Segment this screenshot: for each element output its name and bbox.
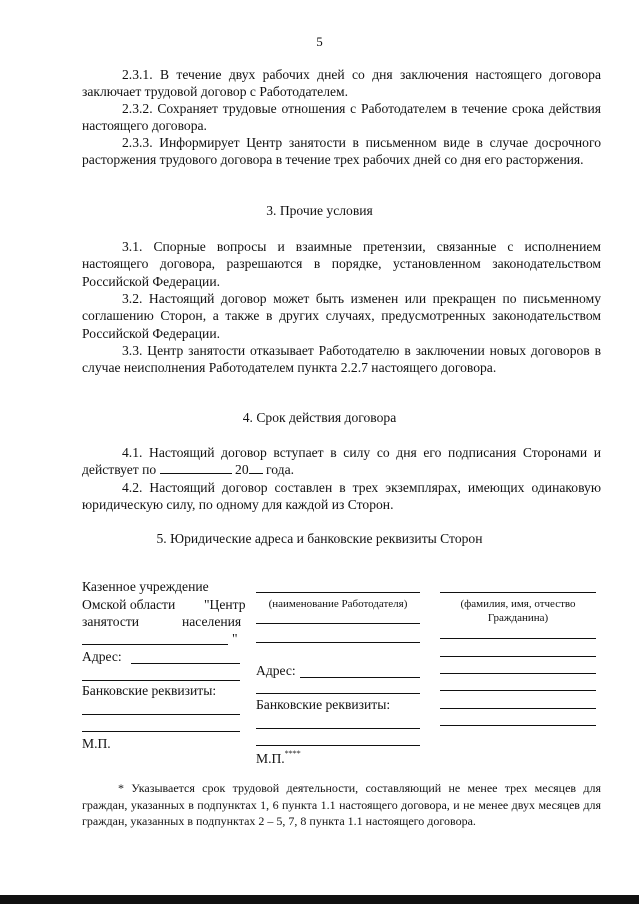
employer-address-field[interactable] bbox=[300, 677, 420, 678]
employment-center-bank-label: Банковские реквизиты: bbox=[82, 683, 217, 698]
clause-3-2: 3.2. Настоящий договор может быть изменен или прекращен по письменному соглашению Сторон, а также в других случаях, предусмотренных законодательством Российской Федерации. bbox=[82, 291, 601, 341]
year-prefix: 20 bbox=[235, 462, 249, 478]
clause-4-1 bbox=[82, 444, 601, 479]
citizen-name-field[interactable] bbox=[440, 592, 596, 593]
org-name-line bbox=[82, 644, 228, 645]
date-blank[interactable] bbox=[160, 461, 232, 474]
clause-2-3-3: 2.3.3. Информирует Центр занятости в письменном виде в случае досрочного расторжения трудового договора в течение трех рабочих дней со дня его расторжения. bbox=[82, 135, 601, 168]
citizen-caption-line2: Гражданина) bbox=[487, 612, 549, 624]
clause-3-3: 3.3. Центр занятости отказывает Работодателю в заключении новых договоров в случае неисполнения Работодателем пункта 2.2.7 настоящего договора. bbox=[82, 343, 601, 376]
clause-4-1-text: 4.1. Настоящий договор вступает в силу со дня его подписания Сторонами и действует по bbox=[82, 445, 601, 478]
clause-3-1: 3.1. Спорные вопросы и взаимные претензии, связанные с исполнением настоящего договора, разрешаются в порядке, установленном законодательством Российской Федерации. bbox=[82, 239, 601, 289]
employer-name-field-3[interactable] bbox=[256, 642, 420, 643]
section-3-heading: 3. Прочие условия bbox=[266, 203, 373, 218]
employer-name-field[interactable] bbox=[256, 592, 420, 593]
employment-center-address-label: Адрес: bbox=[82, 649, 122, 664]
employment-center-stamp-label: М.П. bbox=[82, 736, 111, 751]
employer-bank-label: Банковские реквизиты: bbox=[256, 697, 391, 712]
employer-address-field-2[interactable] bbox=[256, 693, 420, 694]
section-5-heading: 5. Юридические адреса и банковские реквизиты Сторон bbox=[156, 531, 483, 546]
employer-name-field-2[interactable] bbox=[256, 623, 420, 624]
employment-center-address-field-2[interactable] bbox=[82, 680, 240, 681]
citizen-field-3[interactable] bbox=[440, 673, 596, 674]
employment-center-address-field[interactable] bbox=[131, 663, 240, 664]
page-number: 5 bbox=[316, 34, 323, 49]
org-name-line2b: "Центр bbox=[204, 597, 246, 612]
clause-2-3-2: 2.3.2. Сохраняет трудовые отношения с Работодателем в течение срока действия настоящего договора. bbox=[82, 101, 601, 134]
footnote: * Указывается срок трудовой деятельности, составляющий не менее трех месяцев для граждан, указанных в подпунктах 1, 6 пункта 1.1 настоящего договора, и не менее двух месяцев для граждан, указанных в подпунктах 2 – 5, 7, 8 пункта 1.1 настоящего договора. bbox=[82, 781, 601, 828]
clause-4-2: 4.2. Настоящий договор составлен в трех экземплярах, имеющих одинаковую юридическую силу, по одному для каждой из Сторон. bbox=[82, 480, 601, 513]
scan-edge-bar bbox=[0, 895, 639, 904]
citizen-caption-line1: (фамилия, имя, отчество bbox=[460, 598, 576, 610]
org-name-line3b: населения bbox=[182, 614, 242, 629]
citizen-field-2[interactable] bbox=[440, 656, 596, 657]
closing-quote: " bbox=[232, 631, 238, 646]
citizen-field-5[interactable] bbox=[440, 708, 596, 709]
clause-4-1-end: года. bbox=[266, 462, 295, 478]
org-name-line2a: Омской области bbox=[82, 597, 176, 612]
citizen-field-4[interactable] bbox=[440, 690, 596, 691]
employer-stamp-text: М.П. bbox=[256, 751, 285, 766]
employer-bank-field[interactable] bbox=[256, 728, 420, 729]
employment-center-bank-field[interactable] bbox=[82, 714, 240, 715]
year-blank[interactable] bbox=[249, 461, 263, 474]
org-name-line3a: занятости bbox=[82, 614, 140, 629]
employment-center-bank-field-2[interactable] bbox=[82, 731, 240, 732]
citizen-field-1[interactable] bbox=[440, 638, 596, 639]
section-4-heading: 4. Срок действия договора bbox=[242, 410, 397, 425]
stamp-footnote-mark: **** bbox=[284, 749, 301, 758]
org-name-line1: Казенное учреждение bbox=[82, 579, 209, 594]
employer-stamp-label bbox=[256, 745, 301, 767]
clause-2-3-1: 2.3.1. В течение двух рабочих дней со дня заключения настоящего договора заключает трудовой договор с Работодателем. bbox=[82, 67, 601, 100]
citizen-field-6[interactable] bbox=[440, 725, 596, 726]
employer-address-label: Адрес: bbox=[256, 663, 296, 678]
employer-name-caption: (наименование Работодателя) bbox=[268, 598, 408, 610]
